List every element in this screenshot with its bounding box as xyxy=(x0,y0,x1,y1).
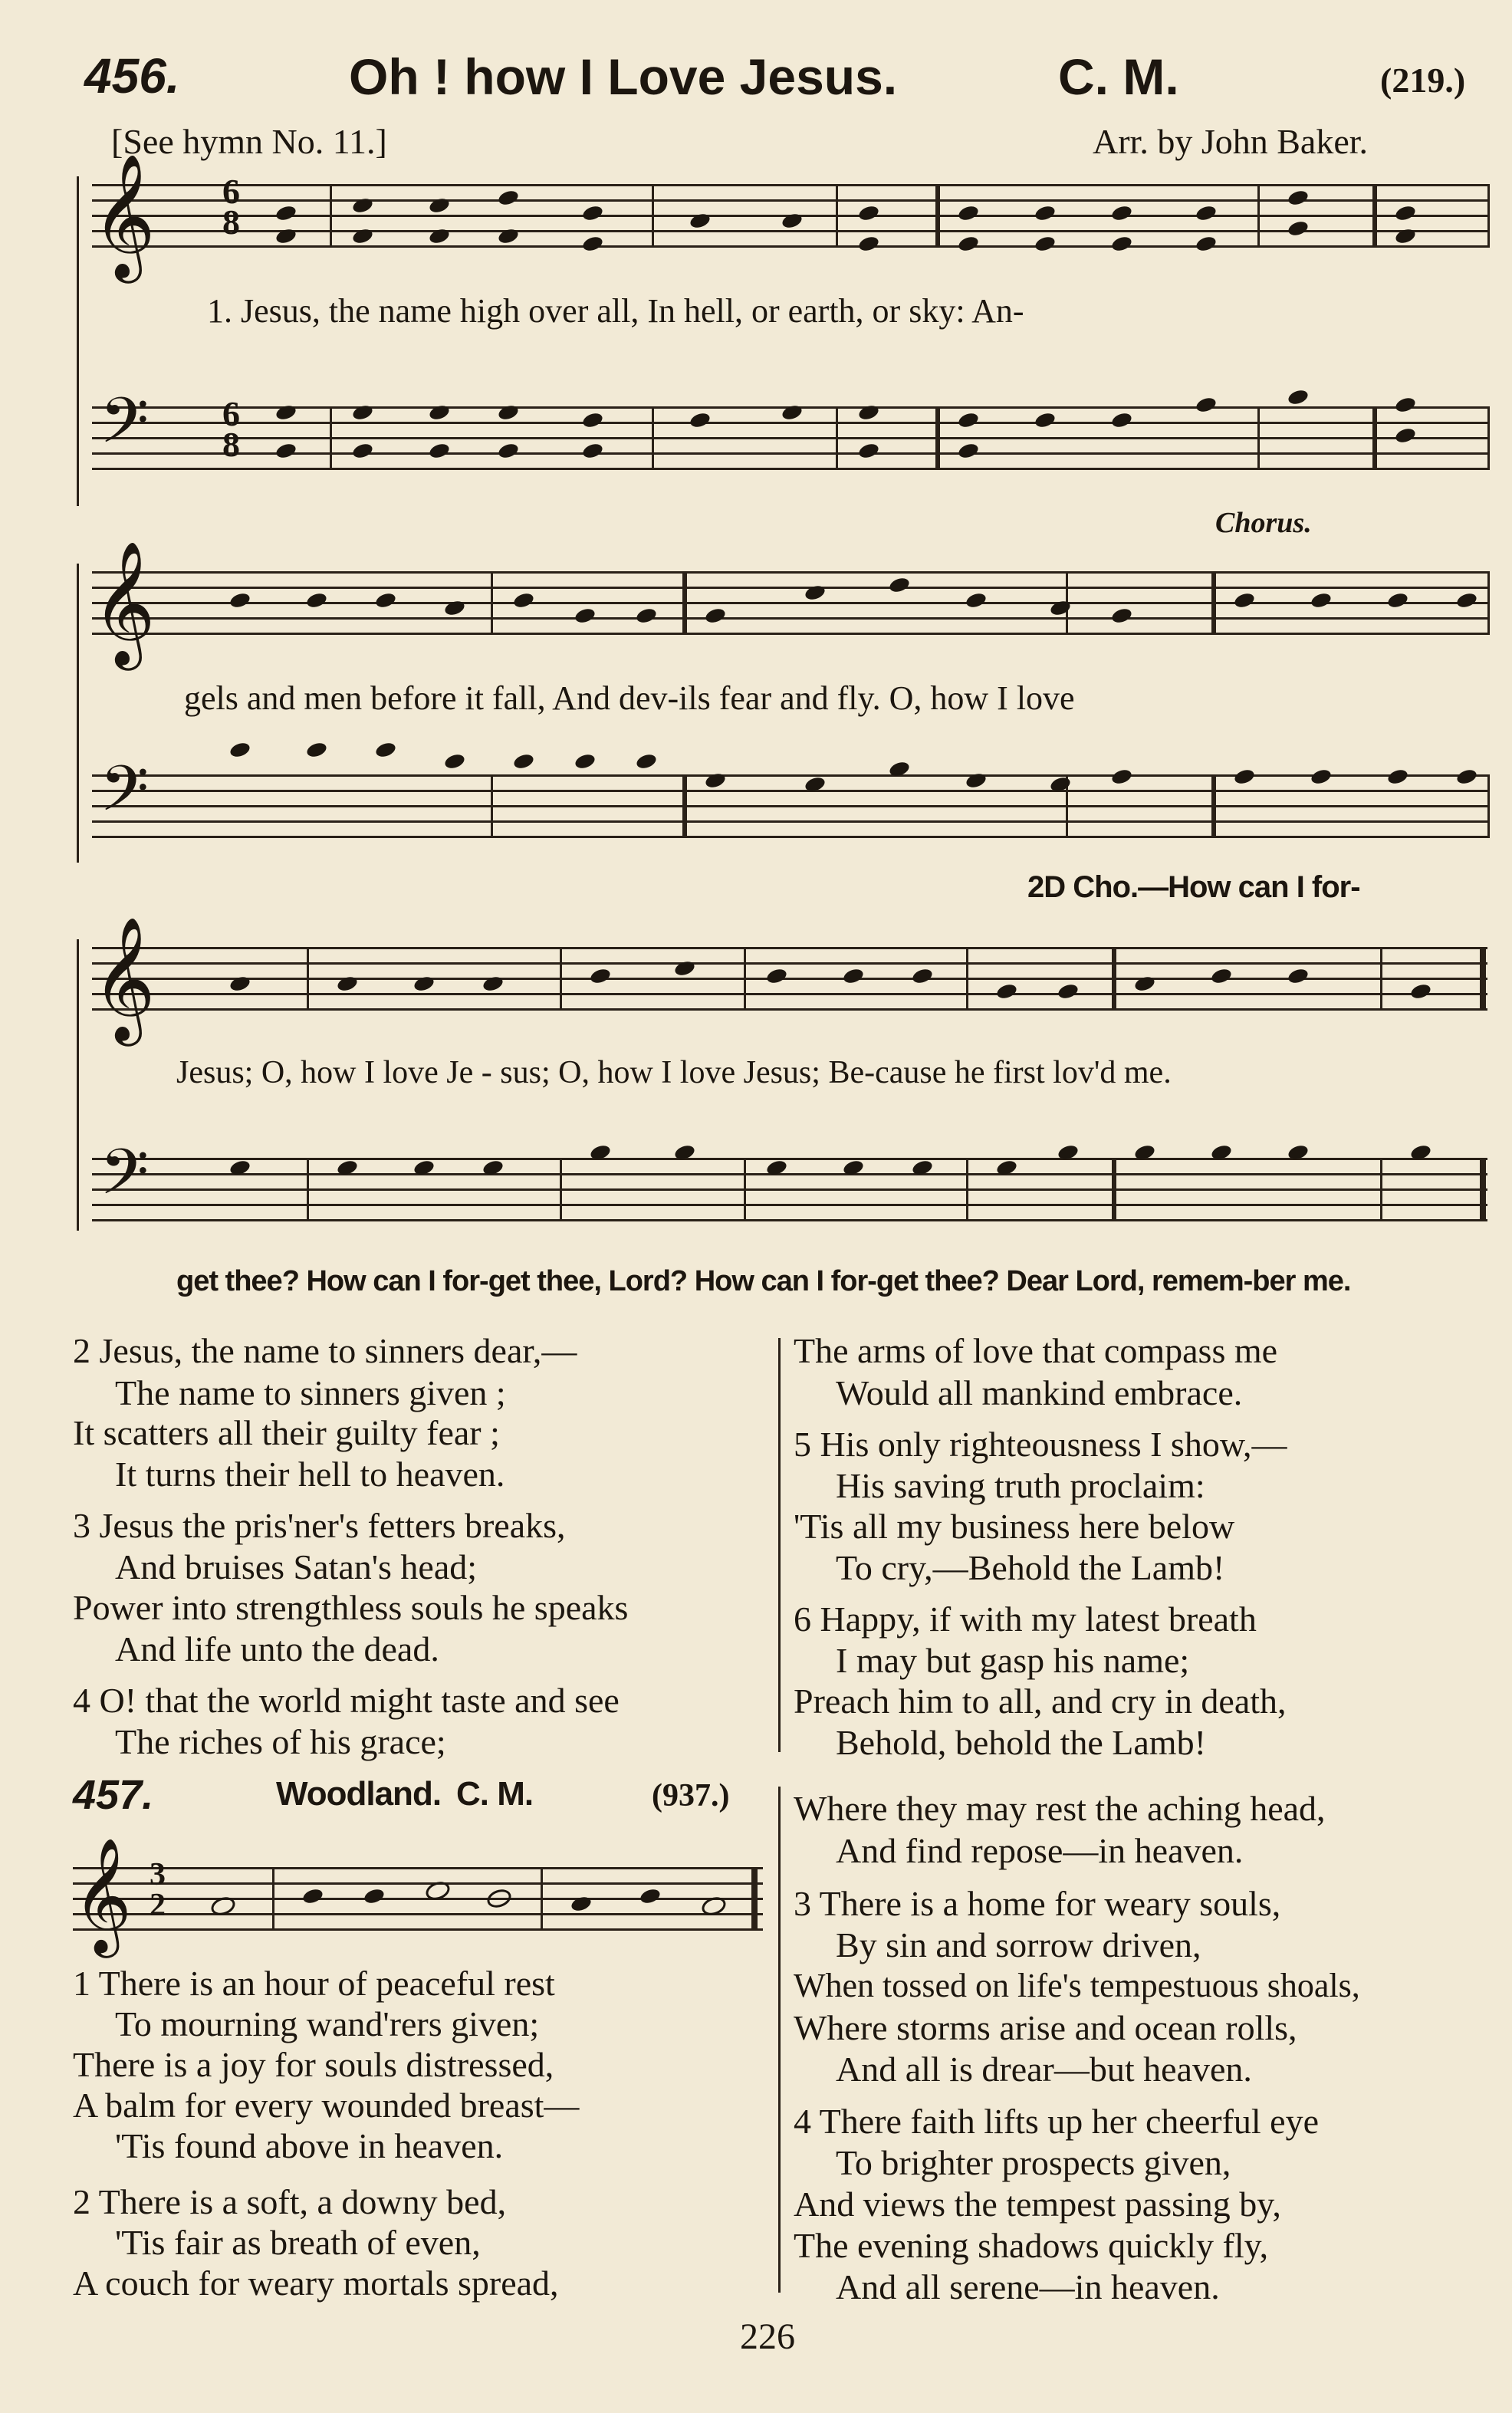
hymn-number-457: 457. xyxy=(73,1772,154,1818)
verse-line: 4 There faith lifts up her cheerful eye xyxy=(794,2102,1320,2141)
verse-line: To brighter prospects given, xyxy=(836,2143,1231,2182)
treble-clef-icon: 𝄞 xyxy=(92,541,156,666)
verse-line: It scatters all their guilty fear ; xyxy=(73,1413,500,1452)
music-system-2 xyxy=(92,507,1487,904)
bass-clef-icon: 𝄢 xyxy=(100,383,150,473)
verse-line: It turns their hell to heaven. xyxy=(115,1455,505,1494)
verse-line: The riches of his grace; xyxy=(115,1722,446,1761)
verse-line: 5 His only righteousness I show,— xyxy=(794,1425,1287,1464)
verse-line: By sin and sorrow driven, xyxy=(836,1925,1201,1964)
see-reference: [See hymn No. 11.] xyxy=(111,122,387,161)
verse-line: A couch for weary mortals spread, xyxy=(73,2263,559,2303)
second-chorus-label: 2D Cho.—How can I for- xyxy=(1027,870,1360,904)
verse-line: The evening shadows quickly fly, xyxy=(794,2226,1269,2265)
hymn-meter-456: C. M. xyxy=(1058,48,1179,105)
verse-line: Would all mankind embrace. xyxy=(836,1373,1243,1412)
time-signature: 3 2 xyxy=(150,1857,166,1923)
verse-line: When tossed on life's tempestuous shoals, xyxy=(794,1967,1360,2004)
arranger: Arr. by John Baker. xyxy=(1093,122,1369,161)
page-number: 226 xyxy=(740,2316,795,2357)
verse-line: Power into strengthless souls he speaks xyxy=(73,1588,629,1627)
hymn-ref-457: (937.) xyxy=(652,1778,730,1813)
verse-line: 1 There is an hour of peaceful rest xyxy=(73,1964,555,2003)
lyric-line-2: gels and men before it fall, And dev-ils fear and fly. O, how I love xyxy=(184,679,1075,717)
hymn-meter-457: C. M. xyxy=(456,1775,534,1813)
verse-line: Preach him to all, and cry in death, xyxy=(794,1682,1287,1721)
hymn-title-456: Oh ! how I Love Jesus. xyxy=(349,48,898,105)
verse-line: 3 There is a home for weary souls, xyxy=(794,1884,1281,1923)
verse-line: 2 There is a soft, a downy bed, xyxy=(73,2182,507,2221)
verse-line: And find repose—in heaven. xyxy=(836,1831,1244,1870)
chorus-label: Chorus. xyxy=(1215,507,1312,539)
verse-line: 4 O! that the world might taste and see xyxy=(73,1681,620,1720)
verse-line: Behold, behold the Lamb! xyxy=(836,1723,1206,1762)
music-system-457 xyxy=(73,1836,763,1953)
verse-line: Where they may rest the aching head, xyxy=(794,1789,1326,1828)
lyric-line-3: Jesus; O, how I love Je - sus; O, how I love Jesus; Be-cause he first lov'd me. xyxy=(176,1055,1172,1090)
verse-line: I may but gasp his name; xyxy=(836,1641,1190,1680)
bass-clef-icon: 𝄢 xyxy=(100,751,150,841)
music-system-3 xyxy=(92,916,1487,1297)
verse-line: 'Tis found above in heaven. xyxy=(115,2126,504,2165)
verse-line: And views the tempest passing by, xyxy=(794,2185,1281,2224)
verse-line: Where storms arise and ocean rolls, xyxy=(794,2008,1297,2047)
verse-line: 2 Jesus, the name to sinners dear,— xyxy=(73,1331,577,1370)
lyric-line-1: 1. Jesus, the name high over all, In hell, or earth, or sky: An- xyxy=(207,292,1024,330)
verse-line: 'Tis fair as breath of even, xyxy=(115,2223,481,2262)
verse-line: To mourning wand'rers given; xyxy=(115,2004,540,2043)
verse-line: And bruises Satan's head; xyxy=(115,1547,478,1586)
verse-line: And life unto the dead. xyxy=(115,1629,439,1668)
verse-line: The name to sinners given ; xyxy=(115,1373,506,1412)
verse-line: 6 Happy, if with my latest breath xyxy=(794,1599,1257,1639)
verse-line: A balm for every wounded breast— xyxy=(73,2086,580,2125)
verse-line: And all serene—in heaven. xyxy=(836,2267,1220,2306)
verse-line: The arms of love that compass me xyxy=(794,1331,1278,1370)
bass-clef-icon: 𝄢 xyxy=(100,1135,150,1225)
hymn-title-457: Woodland. xyxy=(276,1775,442,1813)
verse-line: 'Tis all my business here below xyxy=(794,1507,1235,1546)
verse-line: To cry,—Behold the Lamb! xyxy=(836,1548,1225,1587)
verse-line: There is a joy for souls distressed, xyxy=(73,2045,554,2084)
hymn-number-456: 456. xyxy=(84,48,180,104)
verse-line: 3 Jesus the pris'ner's fetters breaks, xyxy=(73,1506,566,1545)
hymn-ref-456: (219.) xyxy=(1380,61,1466,100)
time-signature: 6 8 xyxy=(222,172,240,242)
treble-clef-icon: 𝄞 xyxy=(73,1836,132,1953)
verse-line: His saving truth proclaim: xyxy=(836,1466,1205,1505)
treble-clef-icon: 𝄞 xyxy=(92,153,156,278)
verse-line: And all is drear—but heaven. xyxy=(836,2050,1252,2089)
lyric-line-4: get thee? How can I for-get thee, Lord? How can I for-get thee? Dear Lord, remem-ber me. xyxy=(176,1265,1351,1297)
treble-clef-icon: 𝄞 xyxy=(92,916,156,1041)
music-system-1: 𝄞 6 8 𝄢 6 8 1. Jesus, the name high over all, In hell, or earth, or sky: An- xyxy=(92,176,1487,506)
